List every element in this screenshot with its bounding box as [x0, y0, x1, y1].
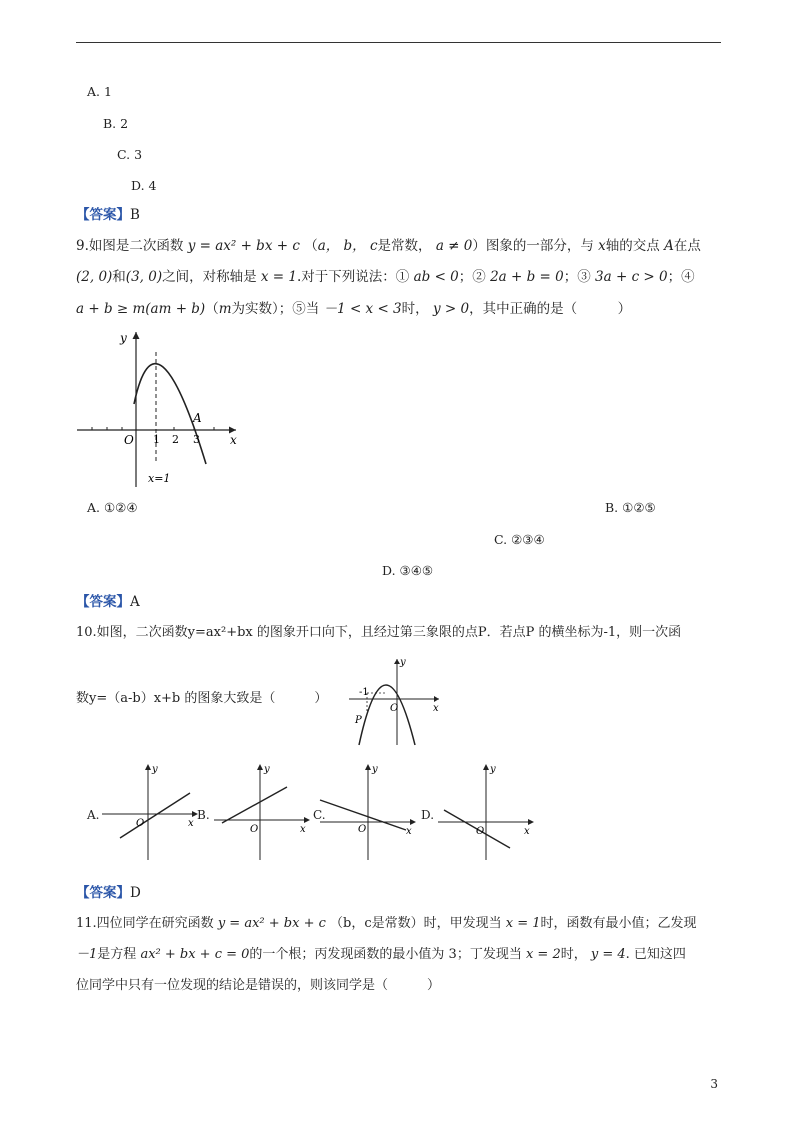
- svg-text:y: y: [152, 764, 158, 775]
- q9-line-1: 9.如图是二次函数 y = ax² + bx + c （a， b， c是常数， a ≠ 0）图象的一部分，与 x轴的交点 A在点: [76, 238, 701, 254]
- svg-text:x: x: [524, 826, 530, 837]
- q10-option-d-label: D.: [421, 808, 435, 822]
- q9-line-3: a + b ≥ m(am + b)（m为实数）；⑤当 －1 < x < 3时， y > 0，其中正确的是（ ）: [76, 301, 632, 317]
- page-number: 3: [710, 1077, 718, 1091]
- q9-option-a: A. ①②④: [87, 500, 138, 515]
- q10-option-c-label: C.: [313, 808, 326, 822]
- y-label: y: [120, 331, 127, 345]
- svg-text:-1: -1: [359, 687, 369, 698]
- answer-label: 【答案】: [76, 207, 130, 223]
- q11-line-1: 11.四位同学在研究函数 y = ax² + bx + c （b，c是常数）时，甲发现当 x = 1时，函数有最小值；乙发现: [76, 916, 697, 931]
- x-label: x: [230, 433, 237, 447]
- q10-option-d-graph: [436, 762, 536, 862]
- svg-text:O: O: [476, 826, 485, 837]
- q9-parabola-figure: [74, 322, 249, 492]
- q11-line-3: 位同学中只有一位发现的结论是错误的，则该同学是（ ）: [76, 978, 441, 993]
- q8-option-a: A. 1: [87, 84, 112, 99]
- q9-line-2: (2, 0)和(3, 0)之间，对称轴是 x = 1.对于下列说法：① ab < 0；② 2a + b = 0；③ 3a + c > 0；④: [76, 269, 695, 285]
- svg-text:x: x: [188, 818, 194, 829]
- answer-value: D: [130, 885, 141, 901]
- svg-text:y: y: [400, 657, 406, 668]
- q9-option-d: D. ③④⑤: [382, 563, 434, 578]
- svg-text:x: x: [433, 703, 439, 714]
- q8-option-b: B. 2: [103, 116, 129, 131]
- q10-option-a-graph: [100, 762, 200, 862]
- svg-text:y: y: [264, 764, 270, 775]
- svg-text:P: P: [355, 715, 362, 726]
- svg-text:O: O: [136, 818, 145, 829]
- q10-parabola-figure: [345, 655, 445, 747]
- tick-2: 2: [172, 433, 179, 446]
- answer-label: 【答案】: [76, 594, 130, 610]
- tick-1: 1: [153, 433, 160, 446]
- q9-option-b: B. ①②⑤: [605, 500, 656, 515]
- answer-value: A: [130, 594, 140, 610]
- q11-line-2: －1是方程 ax² + bx + c = 0的一个根；丙发现函数的最小值为 3；丁发现当 x = 2时， y = 4. 已知这四: [76, 947, 686, 962]
- svg-text:O: O: [358, 824, 367, 835]
- q10-option-b-label: B.: [197, 808, 210, 822]
- svg-text:x: x: [300, 824, 306, 835]
- answer-value: B: [130, 207, 140, 223]
- svg-text:O: O: [390, 703, 399, 714]
- q10-answer: [76, 884, 141, 902]
- q10-option-a-label: A.: [87, 808, 100, 822]
- header-rule: [76, 42, 721, 43]
- origin-label: O: [124, 433, 134, 447]
- axis-label: x=1: [148, 472, 171, 485]
- point-a-label: A: [193, 411, 202, 425]
- q8-answer: [76, 206, 140, 224]
- svg-text:x: x: [406, 826, 412, 837]
- q9-answer: [76, 593, 140, 611]
- svg-text:y: y: [372, 764, 378, 775]
- tick-3: 3: [193, 433, 200, 446]
- svg-text:y: y: [490, 764, 496, 775]
- svg-text:O: O: [250, 824, 259, 835]
- q9-option-c: C. ②③④: [494, 532, 545, 547]
- q10-line-1: 10.如图，二次函数y=ax²+bx 的图象开口向下，且经过第三象限的点P．若点P 的横坐标为-1，则一次函: [76, 625, 682, 640]
- q10-option-c-graph: [318, 762, 418, 862]
- q8-option-c: C. 3: [117, 147, 143, 162]
- q10-line-2: 数y=（a-b）x+b 的图象大致是（ ）: [76, 691, 328, 706]
- q8-option-d: D. 4: [131, 178, 157, 193]
- answer-label: 【答案】: [76, 885, 130, 901]
- q10-option-b-graph: [212, 762, 312, 862]
